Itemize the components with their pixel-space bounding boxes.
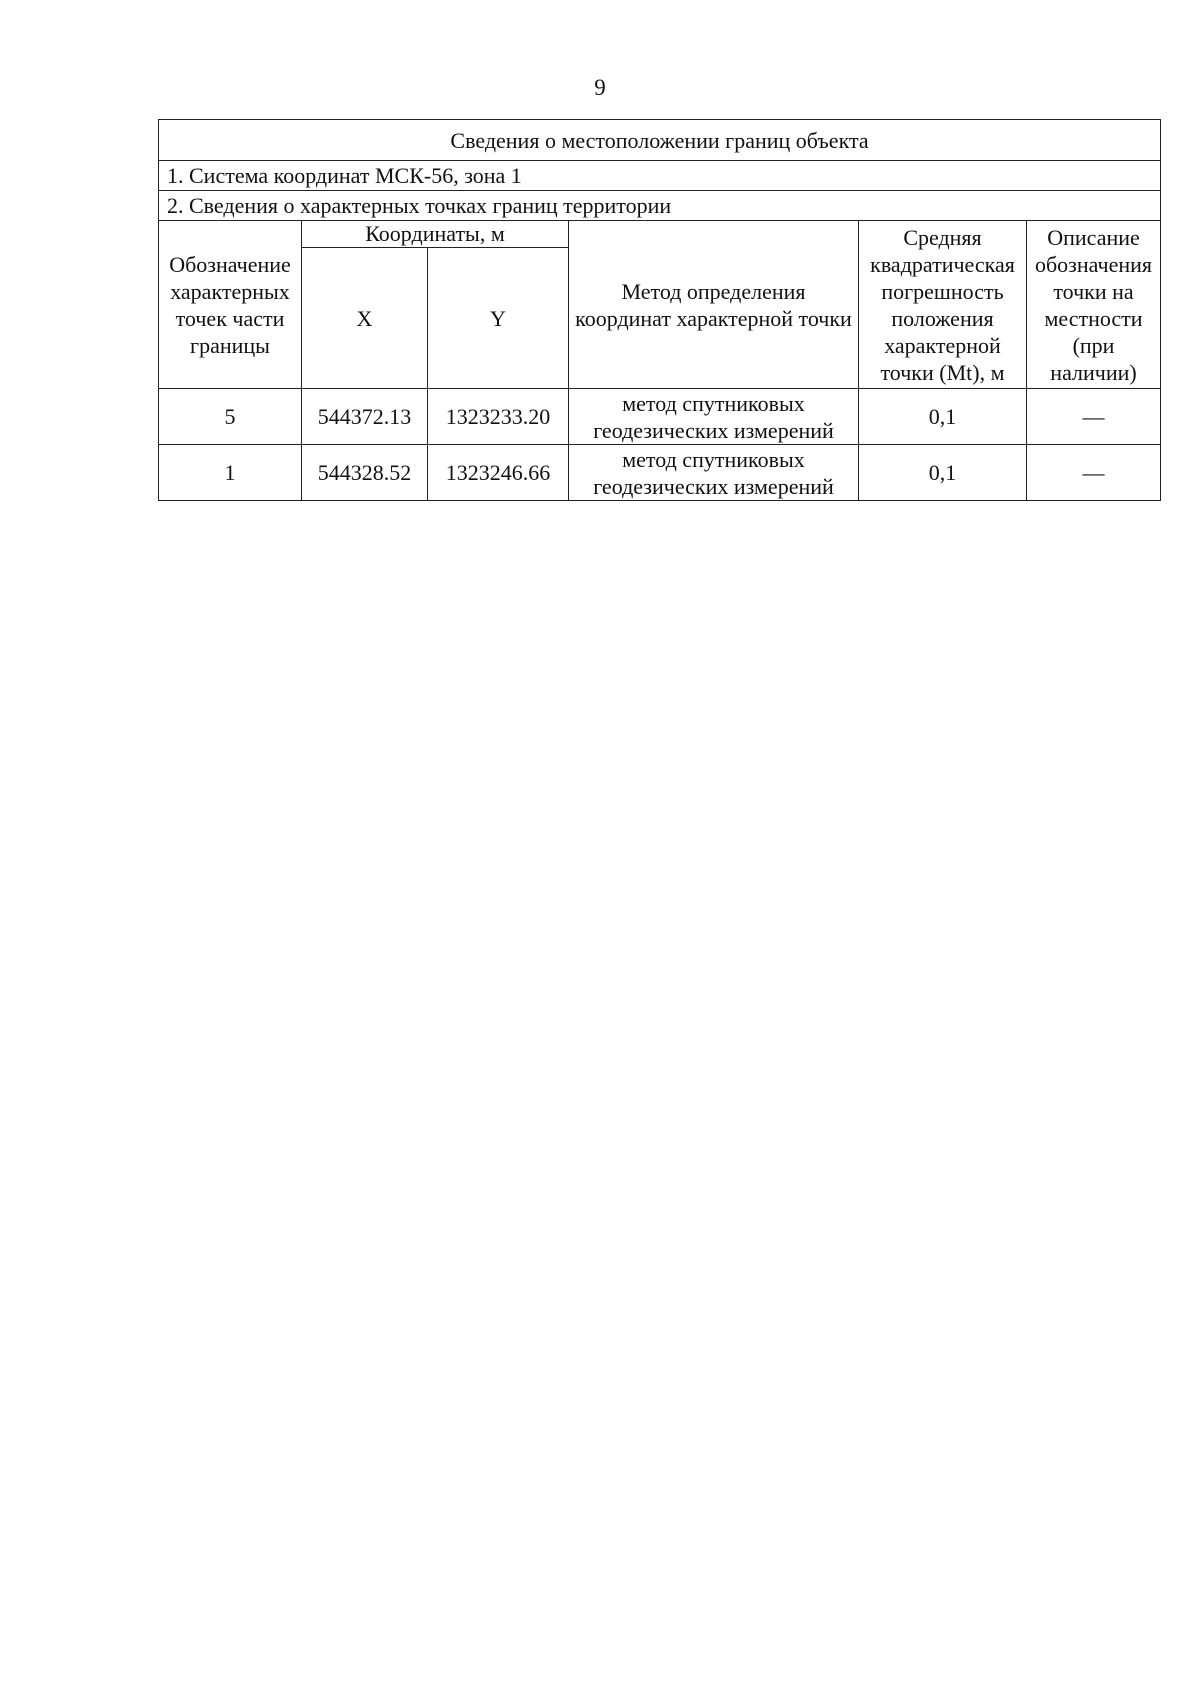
header-x: X (302, 248, 428, 389)
header-designation: Обозначение характерных точек части границы (159, 221, 302, 389)
header-y: Y (428, 248, 569, 389)
table-title-row (159, 120, 1161, 161)
header-row (159, 221, 1161, 248)
cell-description: — (1027, 445, 1161, 501)
coord-system-row (159, 161, 1161, 191)
coord-system: 1. Система координат МСК-56, зона 1 (159, 161, 1161, 191)
table-row (159, 389, 1161, 445)
cell-description: — (1027, 389, 1161, 445)
header-description: Описание обозначения точки на местности (при наличии) (1027, 221, 1161, 389)
cell-error: 0,1 (859, 389, 1027, 445)
points-section: 2. Сведения о характерных точках границ территории (159, 191, 1161, 221)
cell-x: 544328.52 (302, 445, 428, 501)
boundary-points-table (158, 119, 1161, 501)
cell-y: 1323233.20 (428, 389, 569, 445)
cell-point: 1 (159, 445, 302, 501)
cell-point: 5 (159, 389, 302, 445)
cell-error: 0,1 (859, 445, 1027, 501)
cell-method: метод спутниковых геодезических измерений (569, 445, 859, 501)
page-number: 9 (594, 75, 606, 100)
table-row (159, 445, 1161, 501)
header-coordinates: Координаты, м (302, 221, 569, 248)
header-method: Метод определения координат характерной точки (569, 221, 859, 389)
points-section-row (159, 191, 1161, 221)
cell-method: метод спутниковых геодезических измерений (569, 389, 859, 445)
cell-x: 544372.13 (302, 389, 428, 445)
table-title: Сведения о местоположении границ объекта (159, 120, 1161, 161)
cell-y: 1323246.66 (428, 445, 569, 501)
header-error: Средняя квадратическая погрешность положения характерной точки (Mt), м (859, 221, 1027, 389)
